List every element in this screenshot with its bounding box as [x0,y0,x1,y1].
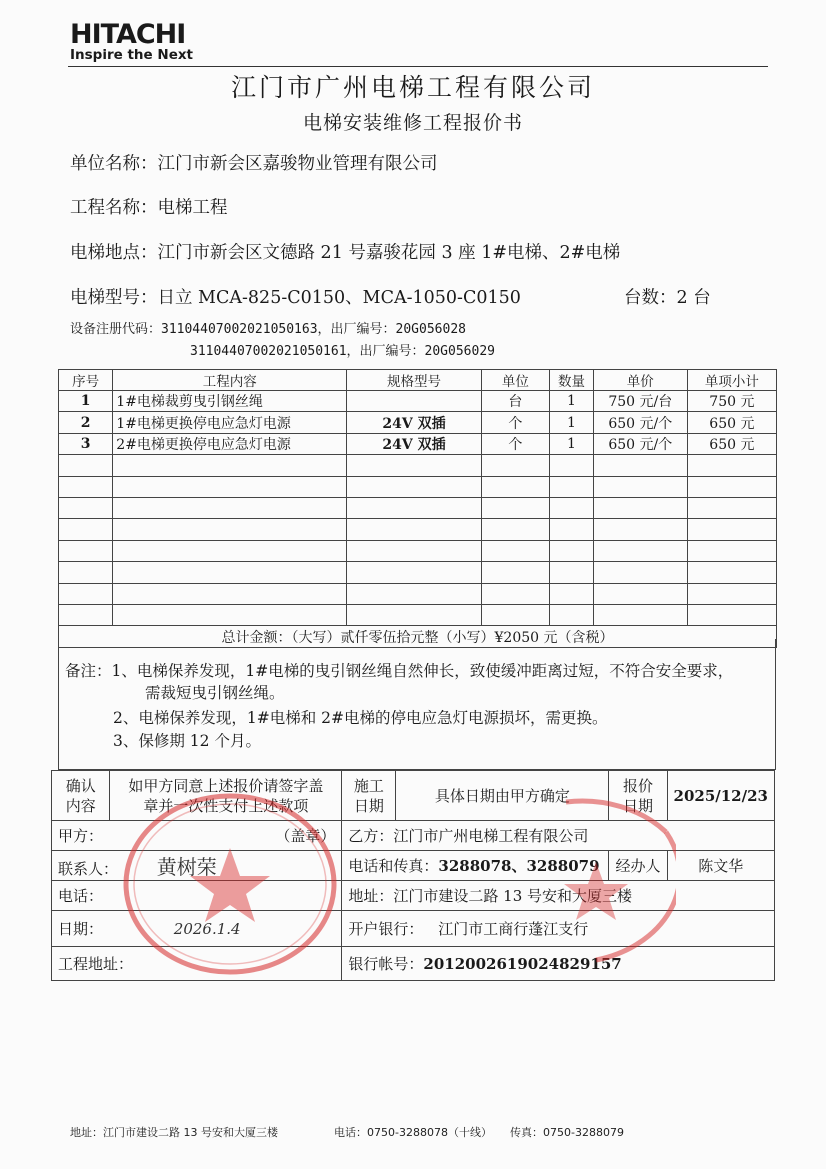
header-price: 单价 [593,370,687,391]
note-2: 2、电梯保养发现，1#电梯和 2#电梯的停电应急灯电源损坏，需更换。 [113,709,608,727]
header-unit: 单位 [481,370,549,391]
table-row [59,391,777,412]
cell-unit: 个 [481,433,549,454]
cell-qty: 1 [550,412,594,433]
cell-spec [347,391,481,412]
hitachi-logo [70,19,194,63]
empty-row [59,497,777,518]
header-qty: 数量 [550,370,594,391]
logo-tagline: Inspire the Next [70,47,194,63]
phone-label: 电话： [52,881,342,911]
cell-qty: 1 [550,433,594,454]
confirm-text: 如甲方同意上述报价请签字盖 章并一次性支付上述款项 [110,771,342,821]
bank-label: 开户银行： [348,920,424,938]
tel-label: 电话和传真： [348,857,439,875]
cell-price: 650 元/个 [593,433,687,454]
cell-content: 1#电梯裁剪曳引钢丝绳 [113,391,347,412]
date-label: 日期： [58,920,104,938]
party-b-name: 乙方：江门市广州电梯工程有限公司 [342,821,775,851]
elevator-model: 电梯型号：日立 MCA-825-C0150、MCA-1050-C0150 [70,288,521,308]
note-1-cont: 需裁短曳引钢丝绳。 [145,684,285,702]
tel-value: 3288078、3288079 [438,857,600,875]
header-spec: 规格型号 [347,370,481,391]
cell-price: 750 元/台 [593,391,687,412]
confirm-label: 确认 内容 [52,771,110,821]
empty-row [59,519,777,540]
quote-date-label: 报价 日期 [609,771,667,821]
company-title: 江门市广州电梯工程有限公司 [230,73,595,102]
cell-seq: 2 [59,412,113,433]
notes-box [58,639,776,770]
registration-line-1: 设备注册代码：31104407002021050163，出厂编号：20G056028 [70,322,466,337]
footer-phone: 电话：0750-3288078（十线） [334,1126,492,1139]
star-icon [190,848,270,922]
cell-spec: 24V 双插 [347,412,481,433]
quote-date-value: 2025/12/23 [667,771,775,821]
unit-name: 单位名称：江门市新会区嘉骏物业管理有限公司 [70,154,438,174]
cell-unit: 台 [481,391,549,412]
note-3: 3、保修期 12 个月。 [113,732,261,750]
account-value: 2012002619024829157 [423,955,622,973]
project-name: 工程名称：电梯工程 [70,198,228,218]
star-icon [564,862,628,920]
site-label: 工程地址： [52,947,342,981]
cell-spec: 24V 双插 [347,433,481,454]
registration-line-2: 31104407002021050161，出厂编号：20G056029 [190,344,495,359]
empty-row [59,476,777,497]
cell-seq: 1 [59,391,113,412]
agent-label: 经办人 [609,851,667,881]
cell-qty: 1 [550,391,594,412]
elevator-location: 电梯地点：江门市新会区文德路 21 号嘉骏花园 3 座 1#电梯、2#电梯 [70,243,621,263]
empty-row [59,562,777,583]
agent-value: 陈文华 [667,851,775,881]
table-row [59,412,777,433]
cell-seq: 3 [59,433,113,454]
cell-unit: 个 [481,412,549,433]
empty-row [59,583,777,604]
empty-row [59,455,777,476]
bank-value: 江门市工商行蓬江支行 [438,920,589,938]
logo-brand: HITACHI [70,19,186,50]
cell-content: 2#电梯更换停电应急灯电源 [113,433,347,454]
header-content: 工程内容 [113,370,347,391]
table-header-row [59,370,777,391]
cell-price: 650 元/个 [593,412,687,433]
contact-signature: 黄树荣 [156,855,217,879]
footer-address: 地址：江门市建设二路 13 号安和大厦三楼 [70,1126,278,1139]
party-a-stamp [118,790,350,986]
total-amount: 总计金额：（大写）贰仟零伍拾元整（小写）¥2050 元（含税） [59,626,777,648]
contact-label: 联系人： [58,860,119,878]
account-label: 银行帐号： [348,955,424,973]
table-row [59,433,777,454]
document-title: 电梯安装维修工程报价书 [302,112,523,134]
elevator-count: 台数：2 台 [624,288,711,308]
cell-subtotal: 650 元 [687,433,776,454]
note-1: 备注：1、电梯保养发现，1#电梯的曳引钢丝绳自然伸长，致使缓冲距离过短，不符合安全要求， [65,662,734,680]
cell-subtotal: 750 元 [687,391,776,412]
date-value: 2026.1.4 [173,920,241,938]
header-rule [68,66,768,67]
empty-row [59,540,777,561]
header-subtotal: 单项小计 [687,370,776,391]
party-a-label: 甲方： [58,827,104,845]
footer-fax: 传真：0750-3288079 [510,1126,624,1139]
cell-content: 1#电梯更换停电应急灯电源 [113,412,347,433]
party-a-seal: （盖章） [275,827,336,845]
cell-subtotal: 650 元 [687,412,776,433]
construct-date-value: 具体日期由甲方确定 [396,771,609,821]
party-b-stamp [556,792,676,968]
header-seq: 序号 [59,370,113,391]
construct-date-label: 施工 日期 [342,771,396,821]
empty-row [59,604,777,625]
party-b-address: 地址：江门市建设二路 13 号安和大厦三楼 [342,881,775,911]
quote-table [58,369,777,648]
